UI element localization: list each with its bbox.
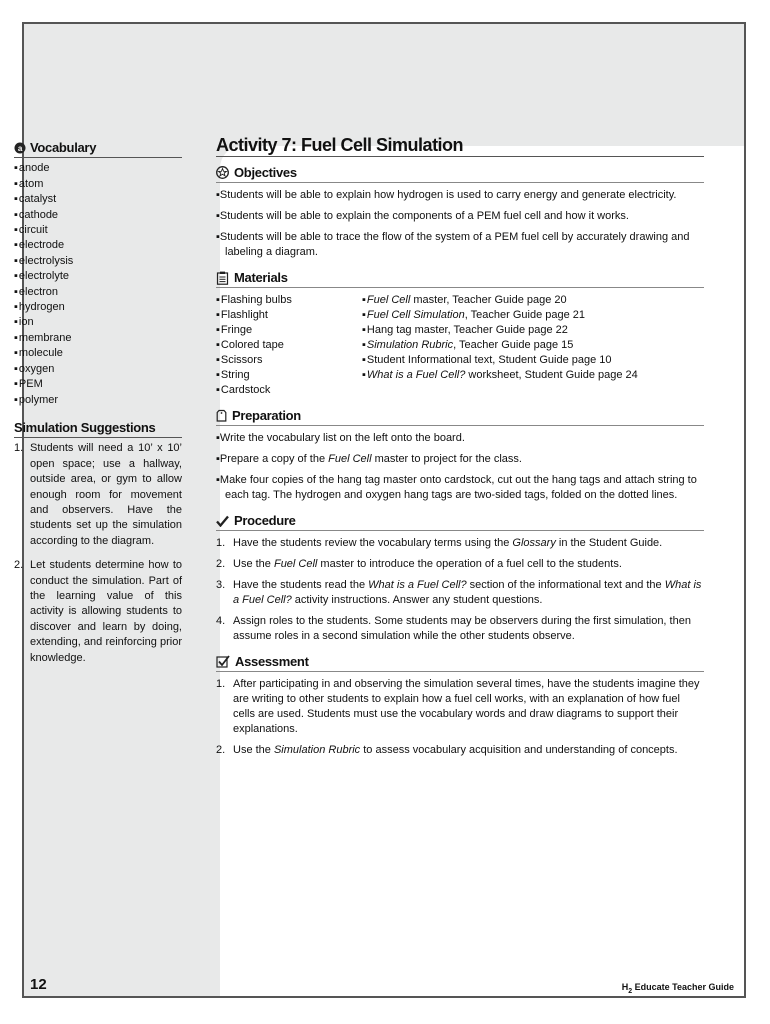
vocab-item: ▪ catalyst [14, 192, 182, 207]
text-run: Use the [233, 558, 274, 570]
simulation-suggestions-heading [14, 420, 182, 438]
text-emphasis: Glossary [512, 537, 556, 549]
list-text: Students will need a 10’ x 10’ open space; use a hallway, outside area, or gym to allow enough room for movement and observers. Have the students set up the simulation according to the diagram. [30, 442, 182, 547]
vocab-item: ▪ anode [14, 161, 182, 176]
vocab-item: ▪ atom [14, 177, 182, 192]
list-number: 3. [216, 579, 226, 591]
vocab-item: ▪ electrode [14, 238, 182, 253]
vocab-item: ▪ electrolysis [14, 254, 182, 269]
list-item [216, 677, 704, 737]
materials-heading-text: Materials [234, 270, 288, 285]
text-run: to assess vocabulary acquisition and understanding of concepts. [360, 744, 678, 756]
objectives-heading-text: Objectives [234, 165, 297, 180]
materials-columns [216, 293, 704, 398]
material-item: ▪ String [216, 368, 362, 383]
list-text: Let students determine how to conduct the simulation. Part of the learning value of this activity is allowing students to discover and learn by doing, extending, and reinforcing prior knowledge. [30, 559, 182, 664]
procedure-heading [216, 513, 704, 531]
vocab-item: ▪ cathode [14, 208, 182, 223]
procedure-heading-text: Procedure [234, 513, 296, 528]
text-run: in the Student Guide. [555, 537, 663, 549]
vocab-item: ▪ molecule [14, 346, 182, 361]
text-emphasis: What is a Fuel Cell? [368, 579, 467, 591]
list-number: 1. [216, 678, 226, 690]
preparation-item: ▪ Make four copies of the hang tag master onto cardstock, cut out the hang tags and attach string to each tag. The hydrogen and oxygen hang tags are two-sided tags, folded on the dotted lines. [216, 473, 704, 503]
text-emphasis: Fuel Cell Simulation [366, 309, 465, 321]
page-number: 12 [30, 976, 47, 993]
list-text [233, 743, 704, 758]
assessment-heading [216, 654, 704, 672]
text-run: master, Teacher Guide page 20 [410, 294, 567, 306]
text-run: Use the [233, 744, 274, 756]
list-text: After participating in and observing the simulation several times, have the students imagine they are writing to other students to explain how a fuel cell works, with an explanation of how fuel cells are used. Students must use the vocabulary words and draw diagrams to support their explanations. [233, 678, 700, 735]
list-number: 1. [14, 442, 24, 455]
list-text [233, 536, 704, 551]
vocabulary-list [14, 161, 182, 408]
material-item [362, 293, 638, 308]
materials-heading [216, 270, 704, 288]
checkmark-icon [216, 515, 229, 527]
text-run: Have the students review the vocabulary terms using the [233, 537, 513, 549]
list-item [216, 578, 704, 608]
material-item: ▪ Cardstock [216, 383, 362, 398]
footer-title [622, 982, 734, 995]
objectives-section [216, 165, 704, 260]
list-number: 2. [216, 558, 226, 570]
simulation-suggestions-list [14, 441, 182, 666]
main-column [216, 135, 704, 768]
procedure-list [216, 536, 704, 644]
text-emphasis: Fuel Cell [366, 294, 411, 306]
objective-item: ▪ Students will be able to explain how hydrogen is used to carry energy and generate electricity. [216, 188, 704, 203]
preparation-item: ▪ Write the vocabulary list on the left onto the board. [216, 431, 704, 446]
material-item: ▪ Flashlight [216, 308, 362, 323]
material-item [362, 308, 638, 323]
vocab-item: ▪ circuit [14, 223, 182, 238]
material-item [362, 353, 638, 368]
preparation-heading [216, 408, 704, 426]
simulation-suggestions-heading-text: Simulation Suggestions [14, 419, 156, 435]
svg-text:a: a [17, 143, 23, 153]
text-emphasis: What is a Fuel Cell? [233, 579, 702, 606]
preparation-section [216, 408, 704, 503]
vocabulary-heading-text: Vocabulary [30, 140, 97, 155]
materials-list-2 [362, 293, 638, 398]
text-run: section of the informational text and the [466, 579, 665, 591]
vocab-item: ▪ PEM [14, 377, 182, 392]
material-item [362, 368, 638, 383]
text-emphasis: Simulation Rubric [273, 744, 361, 756]
vocab-item: ▪ hydrogen [14, 300, 182, 315]
list-text: Assign roles to the students. Some students may be observers during the first simulation, then assume roles in a second simulation while the other students observe. [233, 615, 691, 642]
objective-item: ▪ Students will be able to trace the flow of the system of a PEM fuel cell by accurately drawing and labeling a diagram. [216, 230, 704, 260]
list-text [233, 578, 704, 608]
text-run: Hang tag master, Teacher Guide page 22 [366, 324, 568, 336]
text-run: , Teacher Guide page 21 [464, 309, 586, 321]
material-item [362, 323, 638, 338]
vocab-item: ▪ electrolyte [14, 269, 182, 284]
vocab-item: ▪ membrane [14, 331, 182, 346]
list-number: 2. [216, 744, 226, 756]
sidebar [14, 140, 182, 675]
list-item [216, 614, 704, 644]
text-run: master to project for the class. [371, 453, 522, 465]
material-item: ▪ Scissors [216, 353, 362, 368]
text-emphasis: What is a Fuel Cell? [366, 369, 466, 381]
tag-icon [216, 409, 227, 422]
list-item [216, 536, 704, 551]
text-run: Have the students read the [233, 579, 369, 591]
text-run: Student Informational text, Student Guide page 10 [366, 354, 612, 366]
footer-h: H [621, 982, 629, 992]
vocabulary-heading [14, 140, 182, 158]
vocab-item: ▪ ion [14, 315, 182, 330]
vocab-item: ▪ oxygen [14, 362, 182, 377]
assessment-section [216, 654, 704, 758]
materials-list-1 [216, 293, 362, 398]
list-item [14, 441, 182, 549]
text-run: , Teacher Guide page 15 [453, 339, 574, 351]
list-item [216, 557, 704, 572]
materials-section [216, 270, 704, 398]
vocab-item: ▪ polymer [14, 393, 182, 408]
footer-subscript: 2 [628, 987, 633, 995]
list-item [216, 743, 704, 758]
list-number: 1. [216, 537, 226, 549]
clipboard-icon [216, 271, 229, 285]
list-text [233, 557, 704, 572]
text-run: Prepare a copy of the [219, 453, 329, 465]
material-item: ▪ Fringe [216, 323, 362, 338]
material-item [362, 338, 638, 353]
material-item: ▪ Colored tape [216, 338, 362, 353]
objective-item: ▪ Students will be able to explain the components of a PEM fuel cell and how it works. [216, 209, 704, 224]
text-run: worksheet, Student Guide page 24 [465, 369, 638, 381]
checkbox-icon [216, 655, 230, 668]
text-run: activity instructions. Answer any student questions. [291, 594, 543, 606]
vocab-item: ▪ electron [14, 285, 182, 300]
assessment-heading-text: Assessment [235, 654, 309, 669]
preparation-heading-text: Preparation [232, 408, 301, 423]
star-icon [216, 166, 229, 179]
page-title: Activity 7: Fuel Cell Simulation [216, 138, 704, 157]
objectives-heading [216, 165, 704, 183]
text-emphasis: Fuel Cell [273, 558, 318, 570]
text-emphasis: Fuel Cell [328, 453, 372, 465]
footer-rest: Educate Teacher Guide [632, 982, 734, 992]
procedure-section [216, 513, 704, 644]
vocabulary-icon [14, 142, 26, 154]
assessment-list [216, 677, 704, 758]
preparation-item [216, 452, 704, 467]
material-item: ▪ Flashing bulbs [216, 293, 362, 308]
text-run: master to introduce the operation of a fuel cell to the students. [317, 558, 622, 570]
list-item [14, 558, 182, 666]
list-number: 2. [14, 559, 24, 572]
text-emphasis: Simulation Rubric [366, 339, 454, 351]
list-number: 4. [216, 615, 226, 627]
